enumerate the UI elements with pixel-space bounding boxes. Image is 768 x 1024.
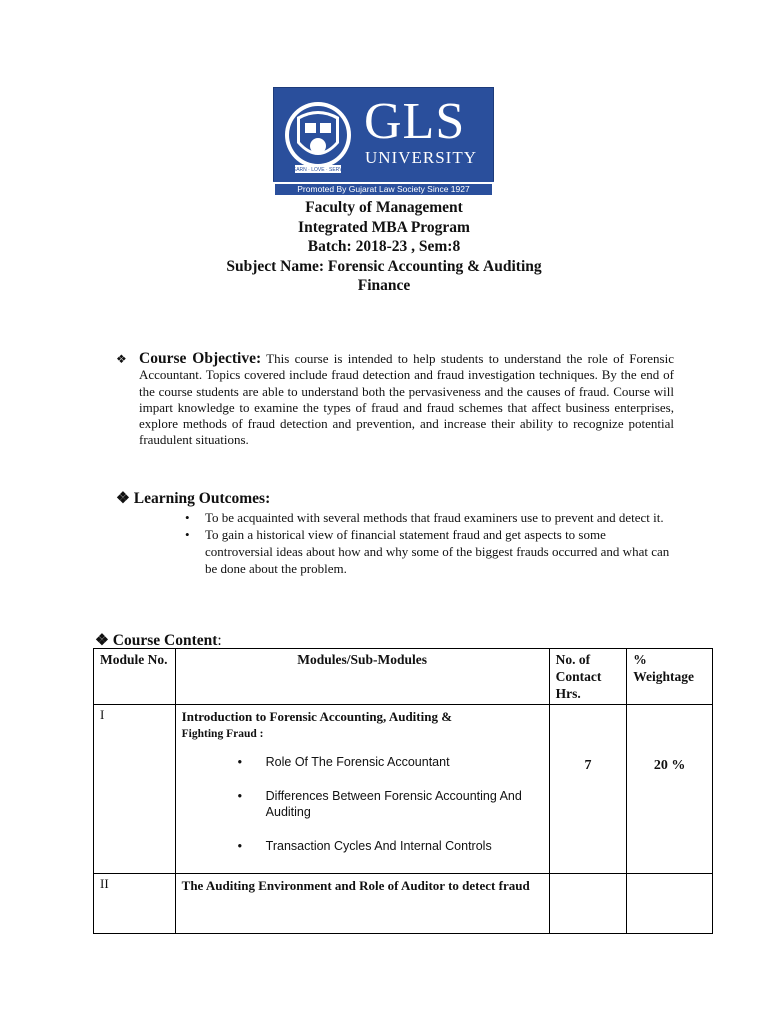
crest-icon xyxy=(283,95,353,177)
list-item: • Transaction Cycles And Internal Controls xyxy=(238,838,543,855)
course-content-table xyxy=(93,648,713,934)
module-title-line: Introduction to Forensic Accounting, Auditing & xyxy=(181,709,453,724)
university-logo xyxy=(273,87,494,197)
module-title-line: Fighting Fraud : xyxy=(181,728,264,740)
crest-motto: LEARN · LOVE · SERVE xyxy=(290,167,346,173)
logo-subtitle: UNIVERSITY xyxy=(365,148,477,167)
learning-outcomes-heading xyxy=(116,489,270,508)
table-row xyxy=(94,874,713,934)
module-number: II xyxy=(94,874,176,934)
batch-info: Batch: 2018-23 , Sem:8 xyxy=(307,238,461,256)
weightage-value: 20 % xyxy=(627,705,713,874)
list-item: • To be acquainted with several methods that fraud examiners use to prevent and detect it. xyxy=(185,509,675,526)
objective-title: Course Objective: xyxy=(139,350,262,367)
outcomes-list xyxy=(185,509,675,577)
document-header xyxy=(0,198,768,296)
contact-hours xyxy=(549,874,627,934)
course-objective xyxy=(116,351,674,449)
table-row xyxy=(94,705,713,874)
contact-hours: 7 xyxy=(549,705,627,874)
module-title xyxy=(182,707,543,742)
list-item: • To gain a historical view of financial statement fraud and get aspects to some controversial ideas about how and why some of the biggest frauds occurred and what can be done about the problem. xyxy=(185,526,675,577)
content-colon: : xyxy=(217,632,222,649)
table-header-row xyxy=(94,649,713,705)
module-title: The Auditing Environment and Role of Auditor to detect fraud xyxy=(181,878,530,893)
diamond-bullet-icon: ❖ xyxy=(95,632,109,649)
module-cell xyxy=(175,705,549,874)
weightage-value xyxy=(627,874,713,934)
module-number: I xyxy=(94,705,176,874)
header-module-no: Module No. xyxy=(94,649,176,705)
content-title: Course Content xyxy=(112,632,218,649)
header-weightage: % Weightage xyxy=(627,649,713,705)
list-item: • Differences Between Forensic Accounting And Auditing xyxy=(238,788,543,821)
logo-promo: Promoted By Gujarat Law Society Since 1927 xyxy=(275,184,492,195)
header-hours: No. of Contact Hrs. xyxy=(549,649,627,705)
subject-name: Subject Name: Forensic Accounting & Auditing xyxy=(226,257,542,275)
logo-brand: GLS xyxy=(364,93,466,150)
module-cell xyxy=(175,874,549,934)
diamond-bullet-icon: ❖ xyxy=(116,490,130,507)
program-name: Integrated MBA Program xyxy=(298,218,470,236)
objective-text: This course is intended to help students to understand the role of Forensic Accountant. Topics covered include fraud detection and fraud investigation techniques. By the end of the course students are able to understand both the pervasiveness and the causes of fraud. Course will impart knowledge to examine the types of fraud and fraud schemes that affect business enterprises, explore methods of fraud detection and prevention, and increase their ability to recognize potential fraudulent situations. xyxy=(139,351,674,448)
header-modules: Modules/Sub-Modules xyxy=(175,649,549,705)
submodule-list xyxy=(182,754,543,854)
list-item: • Role Of The Forensic Accountant xyxy=(238,754,543,771)
outcomes-title: Learning Outcomes: xyxy=(133,490,271,507)
faculty-name: Faculty of Management xyxy=(305,199,463,216)
logo-band xyxy=(273,181,494,197)
diamond-bullet-icon: ❖ xyxy=(116,352,127,366)
subject-area: Finance xyxy=(357,277,411,295)
